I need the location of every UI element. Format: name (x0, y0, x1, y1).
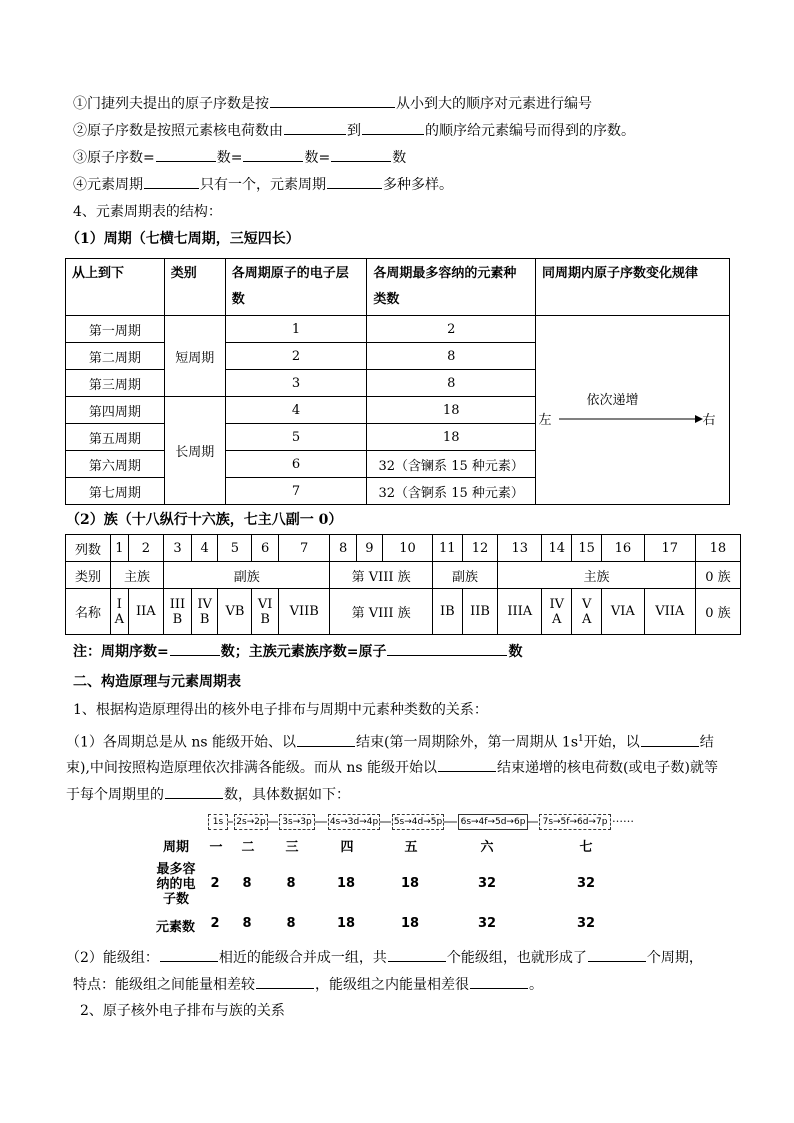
level-box: 2s→2p (234, 814, 268, 830)
line-3 (73, 146, 406, 168)
group-heading: （2）族（十八纵行十六族，七主八副一 0） (66, 512, 343, 528)
period-count: 18 (367, 397, 536, 424)
count-value: 2 (210, 916, 220, 931)
blank-field[interactable] (438, 756, 496, 772)
blank-field[interactable] (144, 173, 199, 189)
name-a: IV (197, 596, 212, 612)
para-2-line-1 (66, 946, 703, 968)
period-name: 第三周期 (66, 370, 165, 397)
count-value: 8 (286, 916, 296, 931)
trend-arrow (538, 385, 723, 435)
header-cell: 各周期原子的电子层数 (225, 259, 367, 316)
col-num: 9 (356, 535, 382, 562)
section-4-title: 4、元素周期表的结构： (73, 204, 222, 220)
col-num: 11 (432, 535, 462, 562)
text: 。 (529, 977, 543, 993)
period-name: 第四周期 (66, 397, 165, 424)
name-b: B (172, 611, 183, 627)
name-cell (252, 589, 278, 635)
trend-cell (536, 316, 730, 505)
name-b: A (114, 611, 125, 627)
col-num: 10 (383, 535, 433, 562)
period-layers: 4 (225, 397, 367, 424)
text: 结 (699, 734, 714, 751)
group-table (65, 534, 741, 635)
count-value: 18 (400, 916, 420, 931)
label-line: 最多容 (156, 862, 196, 877)
para-1-line-1 (66, 729, 714, 753)
col-num: 5 (218, 535, 252, 562)
trend-label: 依次递增 (586, 393, 639, 408)
name-b: B (260, 611, 270, 627)
period-count: 2 (367, 316, 536, 343)
count-value: 32 (477, 916, 497, 931)
name-cell: IIB (462, 589, 498, 635)
col-num: 7 (278, 535, 330, 562)
name-cell (111, 589, 129, 635)
name-cell: VIA (602, 589, 645, 635)
name-cell: 0 族 (695, 589, 740, 635)
col-num: 4 (191, 535, 217, 562)
period-name: 第七周期 (66, 478, 165, 505)
period-layers: 6 (225, 451, 367, 478)
name-label: 名称 (66, 589, 111, 635)
name-b: A (552, 611, 562, 627)
period-count: 32（含镧系 15 种元素） (367, 451, 536, 478)
energy-level-diagram (156, 808, 716, 943)
text: 多种多样。 (383, 177, 453, 193)
text: 数 (392, 150, 407, 166)
blank-field[interactable] (470, 973, 528, 989)
text: 数= (304, 150, 331, 166)
text: 个能级组，也就形成了 (446, 950, 587, 966)
blank-field[interactable] (170, 640, 220, 656)
para-1-line-2 (66, 756, 718, 778)
blank-field[interactable] (156, 146, 216, 162)
col-num: 14 (542, 535, 572, 562)
text: 结束递增的核电荷数(或电子数)就等 (497, 760, 718, 776)
label-line: 纳的电 (156, 877, 196, 892)
level-box: 4s→3d→4p (328, 814, 380, 830)
header-cell: 类别 (164, 259, 225, 316)
col-num: 2 (128, 535, 163, 562)
count-value: 8 (242, 916, 252, 931)
name-cell (191, 589, 217, 635)
line-4 (73, 173, 453, 195)
text: ④元素周期 (73, 177, 143, 193)
element-count-label: 元素数 (156, 920, 196, 935)
text: ③原子序数= (73, 150, 155, 166)
period-name: 第五周期 (66, 424, 165, 451)
period-name: 第一周期 (66, 316, 165, 343)
name-a: V (581, 596, 592, 612)
superscript: 1 (578, 734, 584, 744)
col-num: 1 (111, 535, 129, 562)
text: ①门捷列夫提出的原子序数是按 (73, 96, 269, 112)
text: 只有一个，元素周期 (200, 177, 326, 193)
period-name: 第六周期 (66, 451, 165, 478)
right-arrow-icon (559, 413, 703, 425)
period-name: 第二周期 (66, 343, 165, 370)
period-count: 8 (367, 343, 536, 370)
header-cell: 各周期最多容纳的元素种类数 (367, 259, 536, 316)
text: 数；主族元素族序数=原子 (220, 644, 387, 660)
period-layers: 7 (225, 478, 367, 505)
ellipsis: …… (612, 812, 634, 825)
blank-field[interactable] (588, 946, 646, 962)
name-a: VI (257, 596, 273, 612)
header-cell: 同周期内原子序数变化规律 (536, 259, 730, 316)
col-num: 17 (644, 535, 695, 562)
blank-field[interactable] (641, 731, 699, 747)
max-value: 32 (576, 876, 596, 891)
type-cell: 副族 (432, 562, 497, 589)
text: （2）能级组： (66, 950, 159, 966)
period-count: 32（含锕系 15 种元素） (367, 478, 536, 505)
count-value: 18 (336, 916, 356, 931)
arrow-icon (196, 808, 616, 838)
col-label: 列数 (66, 535, 111, 562)
type-cell: 副族 (163, 562, 329, 589)
section-2-2-title: 2、原子核外电子排布与族的关系 (80, 1003, 285, 1019)
period-layers: 5 (225, 424, 367, 451)
period-heading: （1）周期（七横七周期，三短四长） (66, 231, 300, 247)
name-b: A (581, 611, 592, 627)
type-cell: 0 族 (695, 562, 740, 589)
long-period-label: 长周期 (164, 397, 225, 505)
name-cell: IIIA (498, 589, 542, 635)
name-cell: IB (432, 589, 462, 635)
level-box: 6s→4f→5d→6p (458, 814, 528, 830)
period-value: 四 (340, 840, 354, 855)
text: 从小到大的顺序对元素进行编号 (396, 96, 592, 112)
type-cell: 第 VIII 族 (330, 562, 432, 589)
blank-field[interactable] (297, 731, 355, 747)
name-cell: IIA (128, 589, 163, 635)
section-2-1-title: 1、根据构造原理得出的核外电子排布与周期中元素种类数的关系： (73, 702, 488, 718)
period-row-label: 周期 (163, 840, 190, 855)
text: 个周期， (646, 950, 703, 966)
name-a: I (116, 596, 122, 612)
text: 数，具体数据如下： (224, 787, 350, 803)
count-value: 32 (576, 916, 596, 931)
level-box: 7s→5f→6d→7p (539, 814, 611, 830)
blank-field[interactable] (387, 640, 507, 656)
blank-field[interactable] (327, 173, 382, 189)
type-cell: 主族 (498, 562, 696, 589)
max-value: 2 (210, 876, 220, 891)
blank-field[interactable] (165, 783, 223, 799)
line-2 (73, 119, 635, 141)
period-value: 三 (285, 840, 299, 855)
text: 特点：能级组之间能量相差较 (73, 977, 255, 993)
name-cell: VIIA (644, 589, 695, 635)
level-box: 3s→3p (279, 814, 315, 830)
period-value: 一 (209, 840, 223, 855)
name-cell: 第 VIII 族 (330, 589, 432, 635)
text: 数 (508, 644, 523, 660)
period-value: 六 (480, 840, 494, 855)
col-num: 3 (163, 535, 191, 562)
name-cell (542, 589, 572, 635)
blank-field[interactable] (270, 92, 395, 108)
text: 于每个周期里的 (66, 787, 164, 803)
col-num: 8 (330, 535, 356, 562)
blank-field[interactable] (256, 973, 314, 989)
col-num: 6 (252, 535, 278, 562)
period-count: 8 (367, 370, 536, 397)
period-value: 二 (241, 840, 255, 855)
para-2-line-2 (73, 973, 543, 995)
blank-field[interactable] (284, 119, 346, 135)
name-cell (163, 589, 191, 635)
period-layers: 2 (225, 343, 367, 370)
name-cell: VB (218, 589, 252, 635)
col-num: 16 (602, 535, 645, 562)
blank-field[interactable] (331, 146, 391, 162)
col-num: 18 (695, 535, 740, 562)
note-line (73, 640, 522, 662)
text: 相近的能级合并成一组，共 (218, 950, 387, 966)
period-value: 五 (404, 840, 418, 855)
max-value: 18 (400, 876, 420, 891)
name-a: IV (549, 596, 564, 612)
text: ，能级组之内能量相差很 (315, 977, 469, 993)
period-layers: 3 (225, 370, 367, 397)
type-cell: 主族 (111, 562, 164, 589)
type-label: 类别 (66, 562, 111, 589)
short-period-label: 短周期 (164, 316, 225, 397)
line-1 (73, 92, 592, 114)
max-value: 18 (336, 876, 356, 891)
max-value: 8 (242, 876, 252, 891)
period-layers: 1 (225, 316, 367, 343)
level-box: 5s→4d→5p (392, 814, 444, 830)
text: 结束(第一周期除外，第一周期从 1s (356, 734, 579, 751)
text: 到 (347, 123, 361, 139)
label-line: 子数 (162, 892, 189, 907)
right-label: 右 (702, 413, 716, 428)
left-label: 左 (538, 413, 552, 428)
max-value: 8 (286, 876, 296, 891)
name-cell: VIIB (278, 589, 330, 635)
blank-field[interactable] (243, 146, 303, 162)
period-table (65, 258, 730, 505)
name-b: B (199, 611, 210, 627)
text: ②原子序数是按照元素核电荷数由 (73, 123, 283, 139)
col-num: 13 (498, 535, 542, 562)
text: 注：周期序数= (73, 644, 169, 660)
blank-field[interactable] (362, 119, 424, 135)
max-electrons-label (152, 862, 200, 907)
period-value: 七 (579, 840, 593, 855)
blank-field[interactable] (160, 946, 218, 962)
para-1-line-3 (66, 783, 350, 805)
name-a: III (169, 596, 186, 612)
text: （1）各周期总是从 ns 能级开始、以 (66, 734, 297, 751)
text: 开始，以 (583, 734, 640, 751)
name-cell (572, 589, 602, 635)
header-cell: 从上到下 (66, 259, 165, 316)
period-count: 18 (367, 424, 536, 451)
col-num: 12 (462, 535, 498, 562)
text: 的顺序给元素编号而得到的序数。 (425, 123, 635, 139)
section-2-title: 二、构造原理与元素周期表 (73, 674, 241, 690)
col-num: 15 (572, 535, 602, 562)
text: 束),中间按照构造原理依次排满各能级。而从 ns 能级开始以 (66, 760, 438, 776)
blank-field[interactable] (388, 946, 446, 962)
max-value: 32 (477, 876, 497, 891)
text: 数= (216, 150, 243, 166)
level-box: 1s (208, 814, 228, 830)
